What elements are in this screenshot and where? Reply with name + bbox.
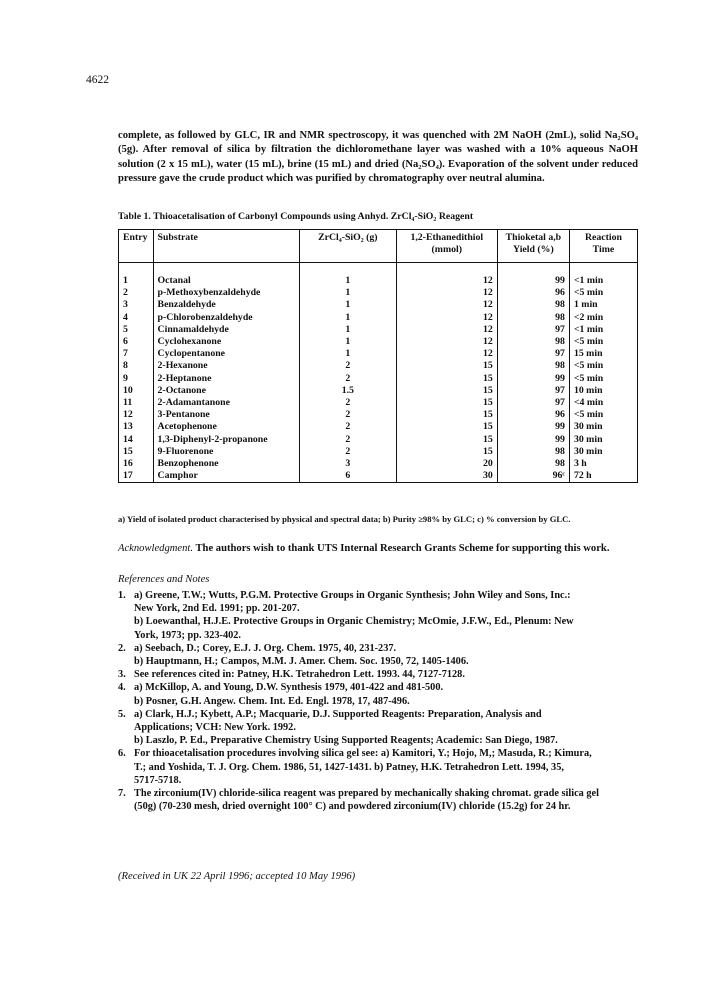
cell-time: 30 min	[569, 446, 637, 458]
reference-number: 5.	[118, 708, 126, 720]
cell-yield: 96	[497, 287, 569, 299]
cell-entry: 12	[119, 409, 154, 421]
cell-dithiol: 15	[396, 360, 497, 372]
cell-dithiol: 15	[396, 397, 497, 409]
cell-time: <5 min	[569, 373, 637, 385]
cell-yield: 98	[497, 336, 569, 348]
cell-time: 30 min	[569, 434, 637, 446]
cell-yield: 99	[497, 275, 569, 287]
cell-entry: 10	[119, 385, 154, 397]
table-row	[119, 434, 638, 446]
reference-line: New York, 2nd Ed. 1991; pp. 201-207.	[134, 603, 300, 615]
reference-item	[118, 589, 638, 642]
table-row	[119, 360, 638, 372]
cell-reagent: 2	[299, 434, 396, 446]
header-yield: Thioketal a,b Yield (%)	[497, 230, 569, 263]
table-row	[119, 312, 638, 324]
cell-time: <5 min	[569, 409, 637, 421]
cell-yield: 96ᶜ	[497, 470, 569, 483]
table-row	[119, 421, 638, 433]
reference-line: (50g) (70-230 mesh, dried overnight 100° C) and powdered zirconium(IV) chloride (15.2g) for 24 hr.	[134, 801, 571, 813]
cell-time: 10 min	[569, 385, 637, 397]
header-dithiol: 1,2-Ethanedithiol (mmol)	[396, 230, 497, 263]
cell-substrate: 9-Fluorenone	[153, 446, 299, 458]
table-row	[119, 336, 638, 348]
reference-line: b) Loewanthal, H.J.E. Protective Groups in Organic Chemistry; McOmie, J.F.W., Ed., Plenum: New	[134, 616, 574, 628]
cell-reagent: 2	[299, 409, 396, 421]
cell-entry: 2	[119, 287, 154, 299]
table-row	[119, 324, 638, 336]
cell-substrate: Benzophenone	[153, 458, 299, 470]
reference-number: 4.	[118, 682, 126, 694]
cell-time: 1 min	[569, 299, 637, 311]
reference-number: 6.	[118, 748, 126, 760]
cell-reagent: 1	[299, 324, 396, 336]
cell-time: 3 h	[569, 458, 637, 470]
reference-number: 2.	[118, 642, 126, 654]
cell-dithiol: 12	[396, 275, 497, 287]
table-footnote: a) Yield of isolated product characterised by physical and spectral data; b) Purity ≥98% by GLC; c) % conversion by GLC.	[118, 514, 571, 524]
cell-reagent: 1	[299, 336, 396, 348]
cell-substrate: p-Chlorobenzaldehyde	[153, 312, 299, 324]
table-row	[119, 470, 638, 483]
cell-reagent: 1.5	[299, 385, 396, 397]
cell-substrate: Benzaldehyde	[153, 299, 299, 311]
cell-dithiol: 15	[396, 409, 497, 421]
cell-time: <4 min	[569, 397, 637, 409]
header-entry: Entry	[119, 230, 154, 263]
results-table	[118, 229, 638, 483]
reference-item	[118, 681, 638, 707]
table-row	[119, 348, 638, 360]
cell-yield: 97	[497, 324, 569, 336]
table-row	[119, 409, 638, 421]
table-body	[119, 263, 638, 483]
cell-substrate: 1,3-Diphenyl-2-propanone	[153, 434, 299, 446]
cell-yield: 98	[497, 299, 569, 311]
cell-substrate: 3-Pentanone	[153, 409, 299, 421]
cell-dithiol: 12	[396, 299, 497, 311]
cell-yield: 99	[497, 434, 569, 446]
cell-dithiol: 15	[396, 373, 497, 385]
cell-substrate: 2-Hexanone	[153, 360, 299, 372]
cell-entry: 7	[119, 348, 154, 360]
cell-time: <5 min	[569, 336, 637, 348]
cell-time: <1 min	[569, 275, 637, 287]
cell-time: <5 min	[569, 360, 637, 372]
header-reagent: ZrCl₄-SiO₂ (g)	[299, 230, 396, 263]
cell-dithiol: 20	[396, 458, 497, 470]
cell-dithiol: 15	[396, 421, 497, 433]
cell-reagent: 1	[299, 312, 396, 324]
cell-reagent: 2	[299, 421, 396, 433]
cell-substrate: 2-Adamantanone	[153, 397, 299, 409]
header-substrate: Substrate	[153, 230, 299, 263]
table-header-row	[119, 230, 638, 263]
acknowledgment	[118, 543, 638, 554]
reference-line: 5717-5718.	[134, 774, 182, 786]
cell-entry: 11	[119, 397, 154, 409]
cell-entry: 9	[119, 373, 154, 385]
cell-reagent: 2	[299, 360, 396, 372]
cell-substrate: p-Methoxybenzaldehyde	[153, 287, 299, 299]
reference-item	[118, 708, 638, 748]
cell-time: <1 min	[569, 324, 637, 336]
cell-yield: 98	[497, 458, 569, 470]
cell-substrate: Cyclohexanone	[153, 336, 299, 348]
cell-yield: 96	[497, 409, 569, 421]
table-row	[119, 275, 638, 287]
cell-dithiol: 30	[396, 470, 497, 483]
cell-reagent: 2	[299, 397, 396, 409]
reference-line: York, 1973; pp. 323-402.	[134, 629, 241, 641]
reference-line: a) Seebach, D.; Corey, E.J. J. Org. Chem. 1975, 40, 231-237.	[134, 642, 397, 654]
cell-reagent: 1	[299, 299, 396, 311]
cell-substrate: Cyclopentanone	[153, 348, 299, 360]
cell-time: 15 min	[569, 348, 637, 360]
reference-line: T.; and Yoshida, T. J. Org. Chem. 1986, 51, 1427-1431. b) Patney, H.K. Tetrahedron Lett. 1994, 35,	[134, 761, 564, 773]
table-row	[119, 385, 638, 397]
references-heading: References and Notes	[118, 574, 210, 585]
reference-line: a) McKillop, A. and Young, D.W. Synthesis 1979, 401-422 and 481-500.	[134, 682, 444, 694]
cell-reagent: 2	[299, 373, 396, 385]
cell-dithiol: 12	[396, 312, 497, 324]
cell-entry: 15	[119, 446, 154, 458]
cell-dithiol: 15	[396, 385, 497, 397]
cell-entry: 17	[119, 470, 154, 483]
reference-item	[118, 747, 638, 787]
cell-substrate: 2-Heptanone	[153, 373, 299, 385]
reference-line: b) Laszlo, P. Ed., Preparative Chemistry Using Supported Reagents; Academic: San Diego, 1987.	[134, 735, 558, 747]
header-time: Reaction Time	[569, 230, 637, 263]
cell-reagent: 1	[299, 348, 396, 360]
reference-line: See references cited in: Patney, H.K. Tetrahedron Lett. 1993. 44, 7127-7128.	[134, 669, 465, 681]
reference-number: 1.	[118, 590, 126, 601]
reference-line: Applications; VCH: New York. 1992.	[134, 722, 296, 734]
cell-entry: 3	[119, 299, 154, 311]
cell-entry: 16	[119, 458, 154, 470]
reference-line: For thioacetalisation procedures involving silica gel see: a) Kamitori, Y.; Hojo, M,; Masuda, R.; Kimura,	[134, 748, 592, 760]
body-paragraph: complete, as followed by GLC, IR and NMR spectroscopy, it was quenched with 2M NaOH (2mL), solid Na₂SO₄ (5g). After removal of silica by filtration the dichloromethane layer was washed with a 10% aqueous NaOH solution (2 x 15 mL), water (15 mL), brine (15 mL) and dried (Na₂SO₄). Evaporation of the solvent under reduced pressure gave the crude product which was purified by chromatography over neutral alumina.	[118, 130, 638, 184]
cell-entry: 4	[119, 312, 154, 324]
cell-dithiol: 15	[396, 446, 497, 458]
cell-yield: 97	[497, 397, 569, 409]
cell-yield: 99	[497, 373, 569, 385]
cell-entry: 6	[119, 336, 154, 348]
reference-line: The zirconium(IV) chloride-silica reagent was prepared by mechanically shaking chromat. grade silica gel	[134, 788, 599, 800]
table-row	[119, 373, 638, 385]
received-note: (Received in UK 22 April 1996; accepted 10 May 1996)	[118, 871, 356, 882]
cell-substrate: Camphor	[153, 470, 299, 483]
cell-time: <5 min	[569, 287, 637, 299]
reference-line: a) Clark, H.J.; Kybett, A.P.; Macquarie, D.J. Supported Reagents: Preparation, Analysis and	[134, 708, 542, 720]
table-row	[119, 446, 638, 458]
reference-number: 7.	[118, 788, 126, 800]
reference-number: 3.	[118, 669, 126, 681]
cell-yield: 97	[497, 385, 569, 397]
table-spacer-row	[119, 263, 638, 276]
cell-entry: 1	[119, 275, 154, 287]
table-caption: Table 1. Thioacetalisation of Carbonyl Compounds using Anhyd. ZrCl₄-SiO₂ Reagent	[118, 211, 474, 222]
cell-substrate: Octanal	[153, 275, 299, 287]
cell-reagent: 1	[299, 287, 396, 299]
reference-line: b) Posner, G.H. Angew. Chem. Int. Ed. Engl. 1978, 17, 487-496.	[134, 695, 410, 707]
table-row	[119, 287, 638, 299]
cell-substrate: Cinnamaldehyde	[153, 324, 299, 336]
cell-yield: 99	[497, 421, 569, 433]
cell-yield: 97	[497, 348, 569, 360]
table-row	[119, 458, 638, 470]
cell-dithiol: 12	[396, 324, 497, 336]
cell-yield: 98	[497, 360, 569, 372]
cell-dithiol: 12	[396, 336, 497, 348]
cell-reagent: 2	[299, 446, 396, 458]
acknowledgment-text: The authors wish to thank UTS Internal Research Grants Scheme for supporting this work.	[195, 543, 610, 554]
cell-substrate: 2-Octanone	[153, 385, 299, 397]
cell-reagent: 3	[299, 458, 396, 470]
cell-reagent: 6	[299, 470, 396, 483]
cell-dithiol: 12	[396, 348, 497, 360]
cell-reagent: 1	[299, 275, 396, 287]
table-row	[119, 299, 638, 311]
references-list	[118, 589, 638, 813]
cell-time: <2 min	[569, 312, 637, 324]
reference-line: a) Greene, T.W.; Wutts, P.G.M. Protective Groups in Organic Synthesis; John Wiley and Sons, Inc.:	[134, 590, 571, 601]
reference-item	[118, 668, 638, 681]
table-row	[119, 397, 638, 409]
reference-item	[118, 642, 638, 668]
reference-item	[118, 787, 638, 813]
cell-entry: 5	[119, 324, 154, 336]
page-number: 4622	[86, 74, 109, 86]
cell-substrate: Acetophenone	[153, 421, 299, 433]
cell-yield: 98	[497, 446, 569, 458]
cell-time: 30 min	[569, 421, 637, 433]
cell-entry: 8	[119, 360, 154, 372]
cell-dithiol: 12	[396, 287, 497, 299]
cell-yield: 98	[497, 312, 569, 324]
acknowledgment-label: Acknowledgment.	[118, 543, 194, 554]
cell-dithiol: 15	[396, 434, 497, 446]
cell-time: 72 h	[569, 470, 637, 483]
cell-entry: 14	[119, 434, 154, 446]
cell-entry: 13	[119, 421, 154, 433]
reference-line: b) Hauptmann, H.; Campos, M.M. J. Amer. Chem. Soc. 1950, 72, 1405-1406.	[134, 656, 469, 668]
